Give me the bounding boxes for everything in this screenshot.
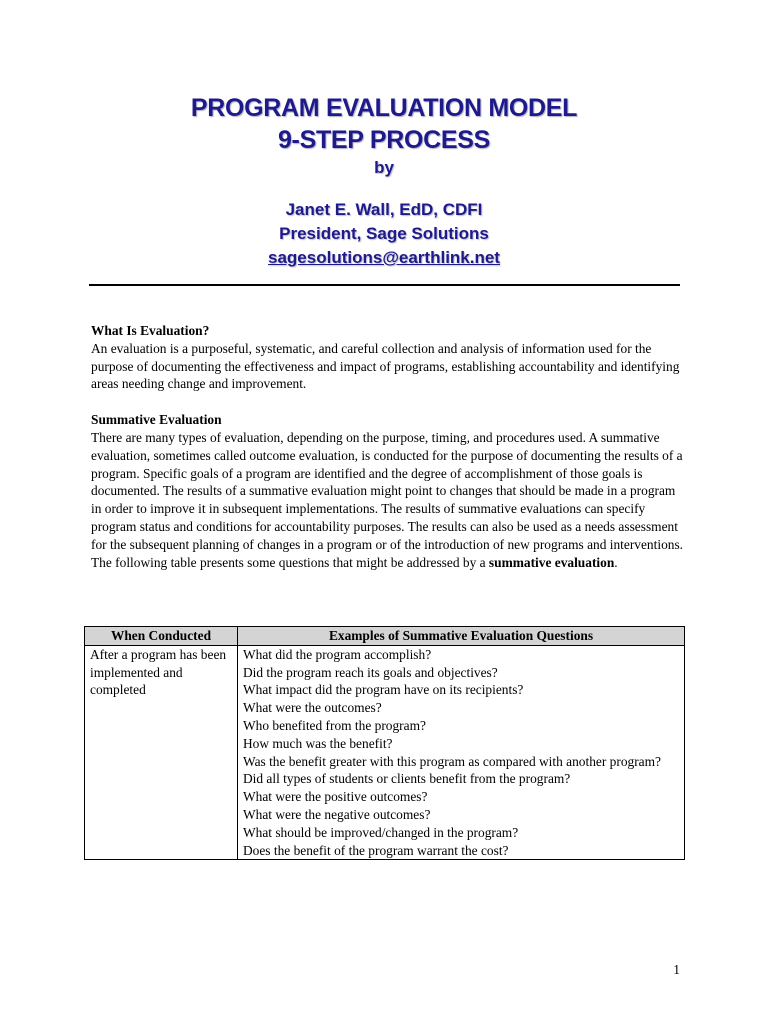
summative-questions-table (84, 626, 685, 860)
question-item: Who benefited from the program? (243, 717, 426, 733)
question-item: Did the program reach its goals and objectives? (243, 664, 498, 680)
table-header-when-conducted: When Conducted (85, 627, 238, 646)
questions-cell (238, 645, 685, 860)
document-title-line-2: 9-STEP PROCESS (277, 126, 491, 154)
document-header (0, 92, 768, 270)
question-item: What should be improved/changed in the program? (243, 824, 519, 840)
section-paragraph-what-is-evaluation: An evaluation is a purposeful, systematic, and careful collection and analysis of information used for the purpose of documenting the effectiveness and impact of programs, establishing accountability and identifying areas needing change and improvement. (91, 340, 680, 392)
by-label: by (374, 158, 394, 177)
table-header-row (85, 627, 685, 646)
author-position: President, Sage Solutions (279, 224, 489, 243)
summative-paragraph-bold-term: summative evaluation (488, 554, 615, 570)
document-title-line-1: PROGRAM EVALUATION MODEL (190, 94, 578, 122)
author-name: Janet E. Wall, EdD, CDFI (285, 200, 483, 219)
header-divider (89, 284, 680, 286)
question-item: What were the outcomes? (243, 700, 382, 716)
page-number: 1 (673, 962, 680, 977)
question-item: What impact did the program have on its recipients? (243, 682, 524, 698)
table-header-questions: Examples of Summative Evaluation Questions (238, 627, 685, 646)
question-item: Did all types of students or clients benefit from the program? (243, 771, 571, 787)
table-row (85, 645, 685, 860)
summative-paragraph-end: . (614, 554, 618, 570)
question-item: How much was the benefit? (243, 735, 393, 751)
section-paragraph-summative-evaluation (91, 429, 685, 571)
document-body (91, 322, 685, 571)
question-item: What were the negative outcomes? (243, 806, 431, 822)
author-email-link[interactable]: sagesolutions@earthlink.net (268, 248, 500, 267)
when-conducted-cell: After a program has been implemented and completed (85, 645, 238, 860)
author-block (0, 198, 768, 270)
spacer (91, 393, 685, 411)
question-item: What were the positive outcomes? (243, 789, 428, 805)
section-heading-summative-evaluation: Summative Evaluation (91, 412, 222, 428)
question-item: What did the program accomplish? (243, 646, 432, 662)
section-heading-what-is-evaluation: What Is Evaluation? (91, 323, 210, 338)
summative-paragraph-text: There are many types of evaluation, depending on the purpose, timing, and procedures used. A summative evaluation, sometimes called outcome evaluation, is conducted for the purpose of documenting the results of a program. Specific goals of a program are identified and the degree of accomplishment of those goals is documented. The results of a summative evaluation might point to changes that should be made in a program in order to improve it in subsequent implementations. The results of summative evaluations can specify program status and conditions for accountability purposes. The results can also be used as a needs assessment for the subsequent planning of changes in a program or of the introduction of new programs and interventions. The following table presents some questions that might be addressed by a (91, 429, 684, 570)
question-item: Was the benefit greater with this program as compared with another program? (243, 753, 661, 769)
question-item: Does the benefit of the program warrant the cost? (243, 842, 509, 858)
